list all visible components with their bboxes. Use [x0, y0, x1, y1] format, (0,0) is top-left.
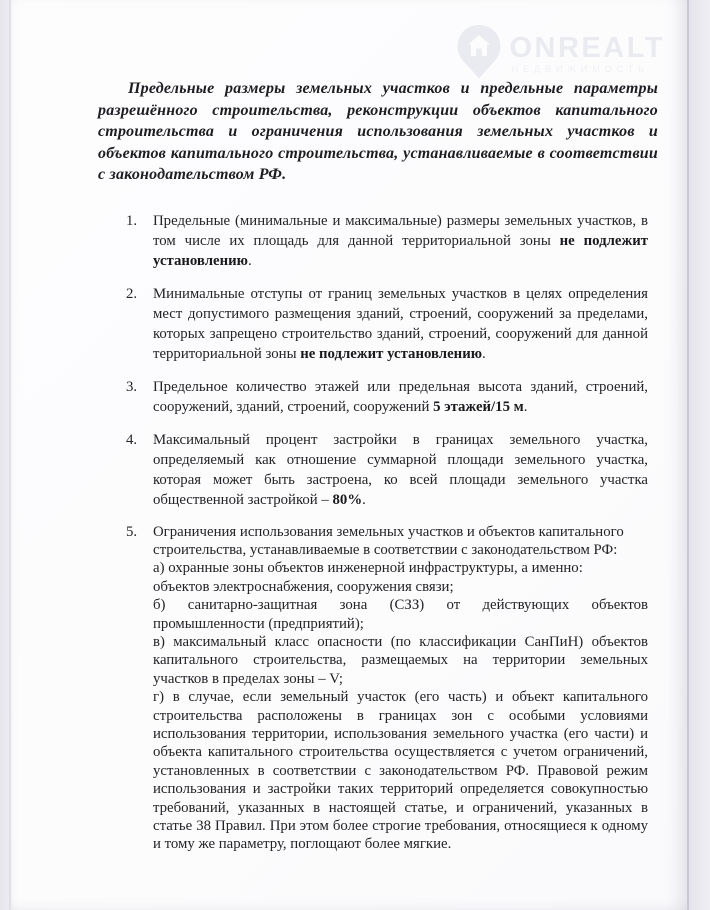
item-paragraph: Минимальные отступы от границ земельных участков в целях определения мест допустимого размещения зданий, строений, сооружений за пределами, которых запрещено строительство зданий, строений, сооружений для данной территориальной зоны не подлежит установлению.: [153, 285, 648, 362]
list-item: [126, 211, 648, 271]
item-paragraph: Предельное количество этажей или предельная высота зданий, строений, сооружений, зданий, строений, сооружений 5 этажей/15 м.: [153, 378, 648, 415]
item-paragraph: б) санитарно-защитная зона (СЗЗ) от действующих объектов промышленности (предприятий);: [153, 597, 648, 632]
item-content: [153, 211, 648, 271]
onrealt-brand-text: ONREALT: [509, 32, 665, 64]
document-page: [9, 0, 689, 910]
item-paragraph: Предельные (минимальные и максимальные) размеры земельных участков, в том числе их площадь для данной территориальной зоны не подлежит установлению.: [153, 212, 648, 269]
item-number: 1.: [126, 212, 138, 229]
list-item: [126, 377, 648, 417]
list-item: [126, 430, 648, 510]
onrealt-pin-house-icon: [456, 24, 502, 85]
item-paragraph: Максимальный процент застройки в границах земельного участка, определяемый как отношение суммарной площади земельного участка, которая может быть застроена, ко всей площади земельного участка общественной застройкой – 80%.: [153, 431, 648, 508]
numbered-list: [126, 211, 648, 854]
item-number: 5.: [126, 523, 138, 540]
item-content: [153, 284, 648, 364]
item-content: [153, 430, 648, 510]
onrealt-wordmark: [509, 33, 665, 76]
item-content: [153, 523, 648, 854]
left-margin-strip: [0, 0, 9, 910]
list-item: [126, 523, 648, 854]
item-content: [153, 377, 648, 417]
item-number: 2.: [126, 285, 138, 302]
list-item: [126, 284, 648, 364]
item-number: 3.: [126, 378, 138, 395]
item-paragraph: а) охранные зоны объектов инженерной инфраструктуры, а именно:: [153, 560, 583, 577]
item-number: 4.: [126, 431, 138, 448]
item-paragraph: в) максимальный класс опасности (по классификации СанПиН) объектов капитального строительства, размещаемых на территории земельных участков в пределах зоны – V;: [153, 633, 648, 687]
onrealt-subtitle-text: НЕДВИЖИМОСТЬ: [511, 64, 649, 75]
onrealt-watermark: [456, 24, 665, 85]
right-margin-strip: [689, 0, 710, 910]
item-paragraph: объектов электроснабжения, сооружения связи;: [153, 578, 454, 595]
item-paragraph: Ограничения использования земельных участков и объектов капитального строительства, устанавливаемые в соответствии с законодательством РФ:: [153, 523, 624, 558]
document-title: Предельные размеры земельных участков и предельные параметры разрешённого строительства, реконструкции объектов капитального строительства и ограничения использования земельных участков и объектов капитального строительства, устанавливаемые в соответствии с законодательством РФ.: [98, 80, 658, 183]
item-paragraph: г) в случае, если земельный участок (его часть) и объект капитального строительства расположены в границах зон с особыми условиями использования территории, использования земельного участка (его части) и объекта капитального строительства осуществляется с учетом ограничений, установленных в соответствии с законодательством РФ. Правовой режим использования и застройки таких территорий определяется совокупностью требований, указанных в настоящей статье, и ограничений, указанных в статье 38 Правил. При этом более строгие требования, относящиеся к одному и тому же параметру, поглощают более мягкие.: [153, 689, 648, 853]
